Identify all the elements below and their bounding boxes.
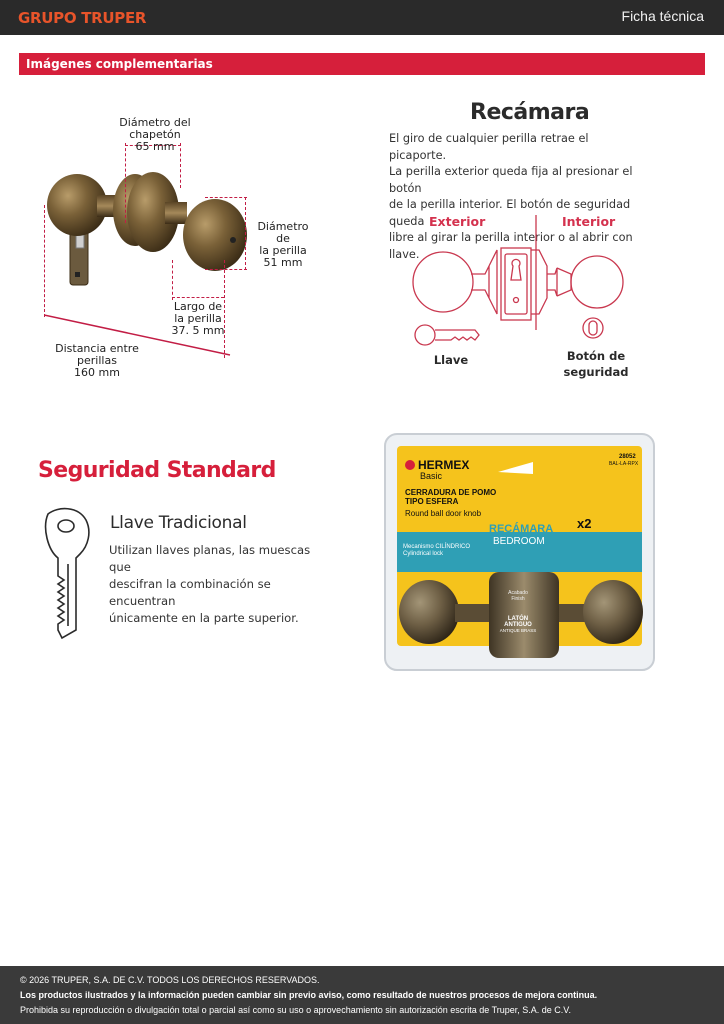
largo-value: 37. 5 mm [171,324,225,337]
chapeton-label [95,117,215,153]
boton-label-line2: seguridad [563,365,629,379]
chapeton-label-text: Diámetro del chapetón [119,116,191,141]
header-bar [0,0,724,35]
footer-copyright: © 2026 TRUPER, S.A. DE C.V. TODOS LOS DERECHOS RESERVADOS. [20,975,320,985]
flat-key-icon [40,506,95,641]
package-finish [499,590,537,602]
interior-label: Interior [562,214,616,229]
llave-desc-line: Utilizan llaves planas, las muescas que [109,543,311,574]
package-keys-count: x2 [577,516,592,531]
perilla-label-line1: Diámetro de [257,220,309,245]
llave-label: Llave [433,353,469,367]
llave-tradicional-description [109,542,329,627]
largo-label-line1: Largo de [173,300,223,313]
perilla-label-line2: la perilla [259,244,307,257]
package-material-en: ANTIQUE BRASS [499,628,537,633]
package-finish-en: Finish [511,596,525,602]
llave-desc-line: únicamente en la parte superior. [109,611,299,625]
recamara-desc-line: libre al girar la perilla interior o al abrir con llave. [389,231,633,261]
largo-line-left [172,260,173,300]
package-material [495,616,541,634]
package-title-line1: CERRADURA DE POMO [405,488,497,497]
lock-function-diagram [405,210,640,355]
section-header [19,53,705,75]
brand-logo: GRUPO TRUPER [18,9,147,27]
document-type: Ficha técnica [621,8,704,24]
largo-label-line2: la perilla [174,312,222,325]
package-title-line2: TIPO ESFERA [405,497,459,506]
boton-label-line1: Botón de [566,349,626,363]
package-title [405,488,496,506]
chapeton-value: 65 mm [135,140,175,153]
package-title-en: Round ball door knob [405,509,482,518]
perilla-value: 51 mm [263,256,303,269]
package-code: 28052 [619,454,636,460]
product-package-image [383,432,656,672]
recamara-desc-line: El giro de cualquier perilla retrae el picaporte. [389,132,589,162]
right-knob [183,199,247,271]
package-room-en: BEDROOM [493,536,545,547]
package-room: RECÁMARA [489,523,554,535]
footer-prohibition: Prohibida su reproducción o divulgación total o parcial así como su uso o aprovechamiento sin autorización escrita de Truper, S.A. de C.V. [20,1005,571,1015]
distancia-line-left [44,205,45,317]
recamara-title: Recámara [470,100,590,125]
distancia-value: 160 mm [74,366,120,379]
perilla-line-vertical [245,197,246,270]
package-mechanism-en: Cylindrical lock [403,551,444,557]
recamara-desc-line: de la perilla interior. El botón de seguridad queda [389,198,631,228]
package-mechanism [403,544,470,558]
exterior-label: Exterior [429,214,486,229]
chapeton-line-left [125,143,126,223]
boton-seguridad-label [560,348,632,380]
package-brand-text: HERMEX [418,458,470,472]
llave-tradicional-title: Llave Tradicional [110,513,247,533]
recamara-desc-line: La perilla exterior queda fija al presionar el botón [389,165,633,195]
distancia-label [38,343,156,379]
package-material-line1: LATÓN [507,616,529,622]
perilla-line-top [205,197,247,198]
interior-knob-outline [571,256,623,308]
seguridad-title: Seguridad Standard [38,458,276,483]
package-material-line2: ANTIGUO [504,622,532,628]
package-mechanism-text: Mecanismo CILÍNDRICO [403,544,471,550]
llave-desc-line: descifran la combinación se encuentran [109,577,271,608]
package-brand-sub: Basic [420,471,443,481]
footer-disclaimer: Los productos ilustrados y la información pueden cambiar sin previo aviso, como resultado de nuestros procesos de mejora continua. [20,990,598,1000]
footer [0,966,724,1024]
exterior-knob-outline [413,252,473,312]
package-sku: BAL-LA-RPX [609,461,639,467]
largo-label [170,301,226,337]
package-brand [405,458,469,472]
section-title: Imágenes complementarias [26,57,213,71]
largo-line-horizontal [172,297,224,298]
package-knob-product [395,568,645,658]
distancia-label-text: Distancia entre perillas [55,342,139,367]
package-finish-label: Acabado [508,590,528,596]
perilla-label [250,221,316,269]
perilla-line-bottom [205,269,247,270]
